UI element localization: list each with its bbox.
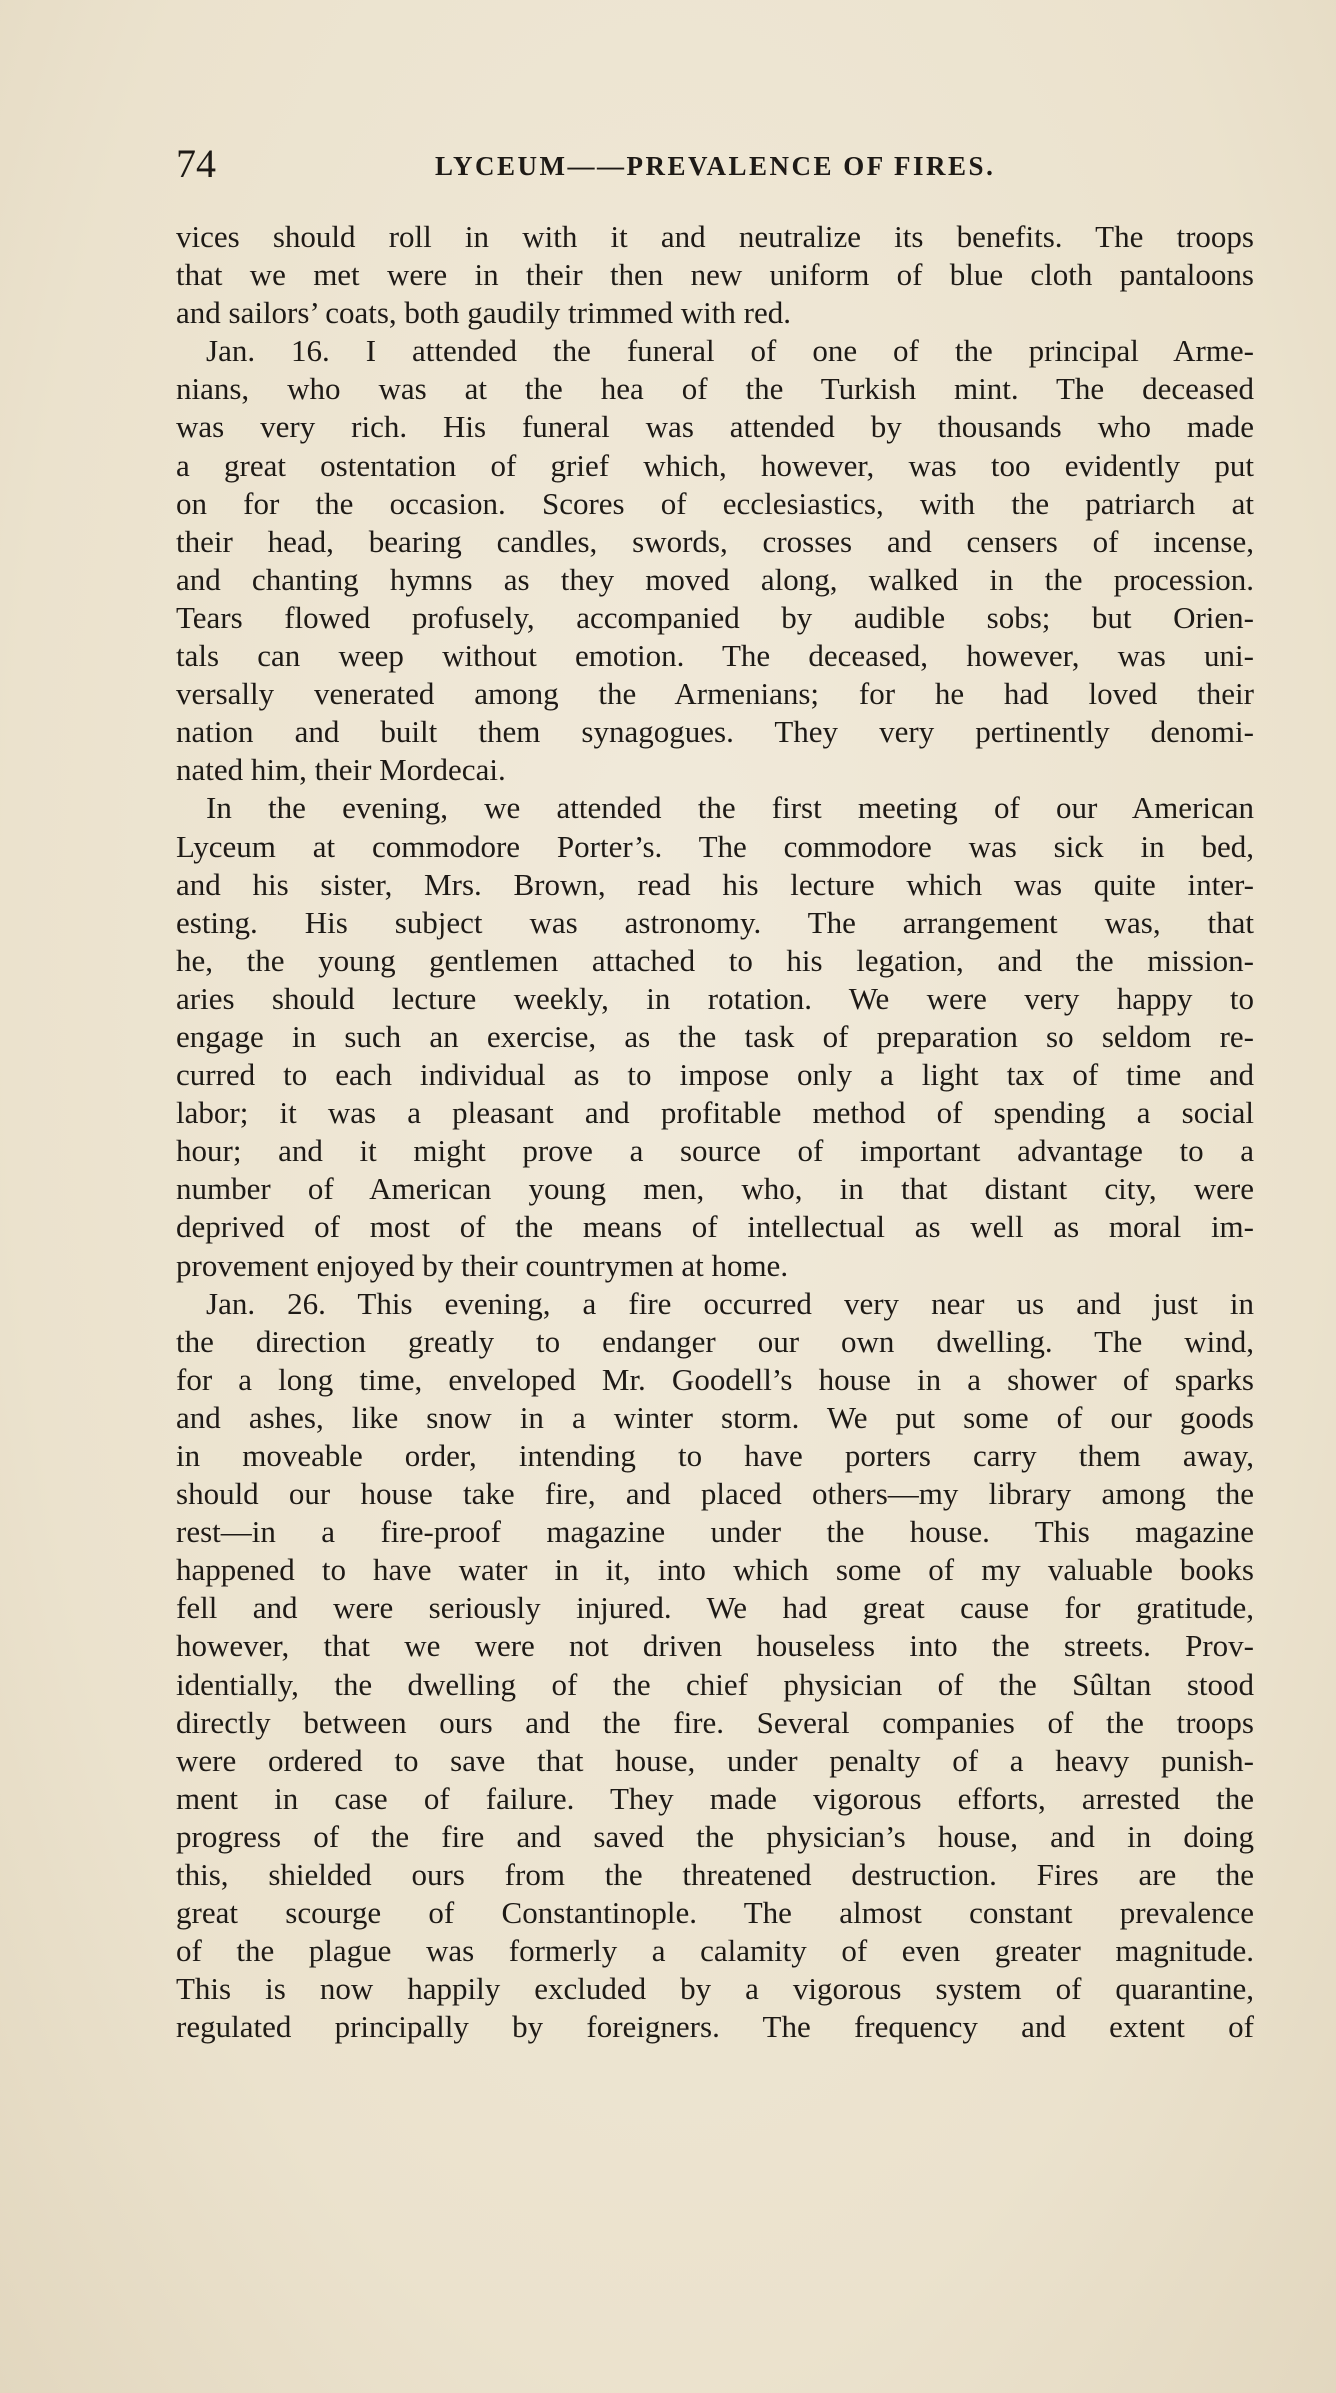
text-line: and chanting hymns as they moved along, walked in the procession. [176,561,1254,597]
text-line: curred to each individual as to impose only a light tax of time and [176,1057,1254,1093]
text-line: that we met were in their then new uniform of blue cloth pantaloons [176,257,1254,293]
text-line: the direction greatly to endanger our own dwelling. The wind, [176,1323,1254,1359]
text-line: Tears flowed profusely, accompanied by audible sobs; but Orien- [176,599,1254,635]
text-line: nation and built them synagogues. They very pertinently denomi- [176,714,1254,750]
text-line: nated him, their Mordecai. [176,752,506,788]
text-line: were ordered to save that house, under penalty of a heavy punish- [176,1742,1254,1778]
text-line: This is now happily excluded by a vigorous system of quarantine, [176,1971,1254,2007]
text-line: Jan. 16. I attended the funeral of one of the principal Arme- [206,333,1254,369]
text-line: engage in such an exercise, as the task of preparation so seldom re- [176,1018,1254,1054]
text-line: directly between ours and the fire. Several companies of the troops [176,1704,1254,1740]
text-line: hour; and it might prove a source of important advantage to a [176,1133,1254,1169]
text-line: he, the young gentlemen attached to his legation, and the mission- [176,942,1254,978]
text-line: fell and were seriously injured. We had great cause for gratitude, [176,1590,1254,1626]
text-line: and sailors’ coats, both gaudily trimmed with red. [176,295,791,331]
text-line: ment in case of failure. They made vigorous efforts, arrested the [176,1780,1254,1816]
text-line: progress of the fire and saved the physician’s house, and in doing [176,1818,1254,1854]
text-line: should our house take fire, and placed others—my library among the [176,1476,1254,1512]
body-text [176,218,1254,2047]
text-line: this, shielded ours from the threatened destruction. Fires are the [176,1857,1254,1893]
text-line: was very rich. His funeral was attended by thousands who made [176,409,1254,445]
text-line: of the plague was formerly a calamity of even greater magnitude. [176,1933,1254,1969]
text-line: In the evening, we attended the first meeting of our American [206,790,1254,826]
text-line: regulated principally by foreigners. The frequency and extent of [176,2009,1254,2045]
text-line: and his sister, Mrs. Brown, read his lecture which was quite inter- [176,866,1254,902]
text-line: vices should roll in with it and neutralize its benefits. The troops [176,219,1254,254]
page-header [170,138,1250,190]
text-line: provement enjoyed by their countrymen at home. [176,1247,789,1283]
text-line: tals can weep without emotion. The deceased, however, was uni- [176,638,1254,674]
text-line: esting. His subject was astronomy. The arrangement was, that [176,904,1254,940]
text-line: versally venerated among the Armenians; for he had loved their [176,676,1254,712]
text-line: and ashes, like snow in a winter storm. We put some of our goods [176,1399,1254,1435]
text-line: for a long time, enveloped Mr. Goodell’s house in a shower of sparks [176,1361,1254,1397]
text-line: deprived of most of the means of intellectual as well as moral im- [176,1209,1254,1245]
text-line: on for the occasion. Scores of ecclesiastics, with the patriarch at [176,485,1254,521]
text-line: nians, who was at the hea of the Turkish mint. The deceased [176,371,1254,407]
text-line: number of American young men, who, in that distant city, were [176,1171,1254,1207]
text-line: however, that we were not driven houseless into the streets. Prov- [176,1628,1254,1664]
text-line: identially, the dwelling of the chief physician of the Sûltan stood [176,1666,1254,1702]
text-line: in moveable order, intending to have porters carry them away, [176,1438,1254,1473]
text-line: happened to have water in it, into which some of my valuable books [176,1552,1254,1588]
text-line: Lyceum at commodore Porter’s. The commodore was sick in bed, [176,828,1254,864]
text-line: a great ostentation of grief which, however, was too evidently put [176,447,1254,483]
text-line: great scourge of Constantinople. The almost constant prevalence [176,1895,1254,1931]
text-line: aries should lecture weekly, in rotation. We were very happy to [176,980,1254,1016]
text-line: their head, bearing candles, swords, crosses and censers of incense, [176,523,1254,559]
text-line: rest—in a fire-proof magazine under the house. This magazine [176,1514,1254,1550]
running-title: LYCEUM——PREVALENCE OF FIRES. [435,151,996,181]
text-line: labor; it was a pleasant and profitable method of spending a social [176,1095,1254,1131]
page-number: 74 [176,141,216,186]
text-line: Jan. 26. This evening, a fire occurred very near us and just in [206,1285,1254,1321]
